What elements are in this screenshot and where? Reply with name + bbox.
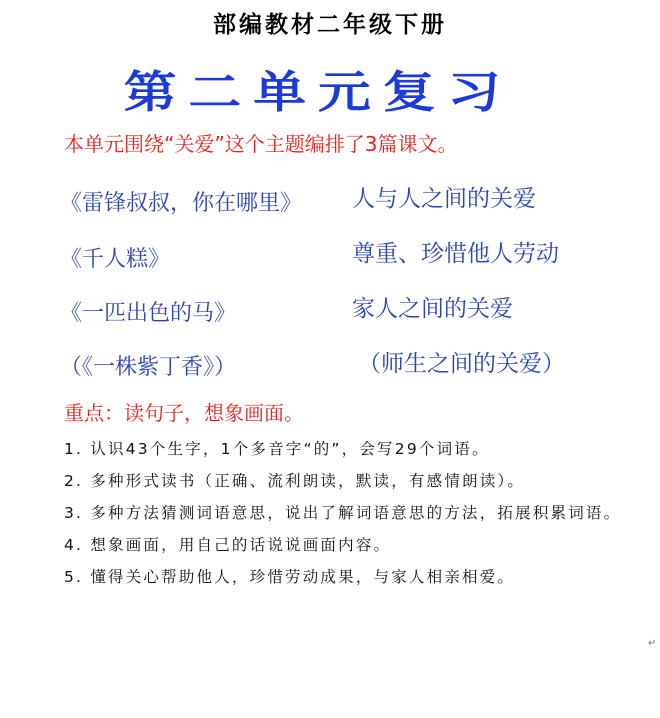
lesson-title: 《一匹出色的马》: [60, 301, 237, 326]
unit-title: 第二单元复习: [123, 67, 513, 118]
unit-intro: 本单元围绕“关爱”这个主题编排了3篇课文。: [64, 132, 458, 156]
lesson-theme: （师生之间的关爱）: [358, 351, 565, 377]
lesson-title: （《一株紫丁香》）: [60, 355, 237, 380]
lesson-theme: 人与人之间的关爱: [352, 186, 536, 212]
learning-goals-list: [64, 438, 644, 598]
lesson-title: 《千人糕》: [60, 247, 171, 272]
key-point: 重点：读句子，想象画面。: [64, 401, 304, 425]
lesson-theme: 尊重、珍惜他人劳动: [352, 241, 559, 267]
lesson-theme: 家人之间的关爱: [352, 296, 513, 322]
textbook-subtitle: 部编教材二年级下册: [213, 12, 447, 38]
learning-goal: 1. 认识43个生字，1个多音字“的”，会写29个词语。: [64, 440, 490, 458]
lesson-row: [0, 345, 660, 385]
learning-goal: 2. 多种形式读书（正确、流利朗读，默读，有感情朗读）。: [64, 472, 526, 490]
lesson-row: [0, 180, 660, 220]
lesson-title: 《雷锋叔叔，你在哪里》: [60, 191, 303, 216]
learning-goal: 5. 懂得关心帮助他人，珍惜劳动成果，与家人相亲相爱。: [64, 568, 516, 586]
lesson-row: [0, 237, 660, 277]
learning-goal: 3. 多种方法猜测词语意思，说出了解词语意思的方法，拓展积累词语。: [64, 504, 622, 522]
lesson-row: [0, 292, 660, 332]
paragraph-mark-icon: ↵: [648, 638, 657, 649]
learning-goal: 4. 想象画面，用自己的话说说画面内容。: [64, 536, 392, 554]
